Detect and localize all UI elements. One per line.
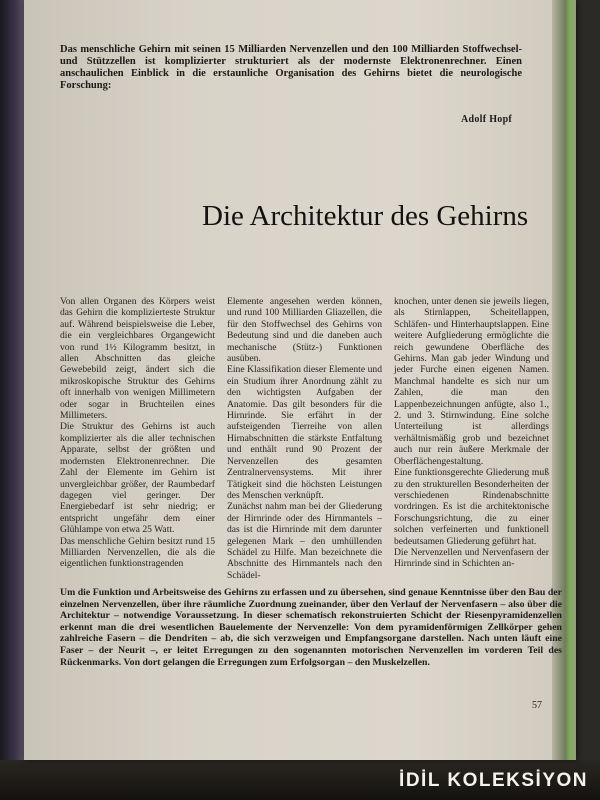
paragraph: Das menschliche Gehirn besitzt rund 15 Milliarden Nervenzellen, die als die eigentlichen funktionstragenden xyxy=(60,535,215,570)
intro-paragraph: Das menschliche Gehirn mit seinen 15 Milliarden Nervenzellen und den 100 Milliarden Stoffwechsel- und Stützzellen ist komplizierter strukturiert als der modernste Elektronenrechner. Einen anschaulichen Einblick in die erstaunliche Organisation des Gehirns bietet die neurologische Forschung: xyxy=(60,44,522,91)
paragraph: Zunächst nahm man bei der Gliederung der Hirnrinde oder des Hirnmantels – das ist die Hirnrinde mit dem darunter gelegenen Mark – den umhüllenden Schädel zu Hilfe. Man bezeichnete die Abschnitte des Hirnmantels nach den Schädel- xyxy=(227,501,382,581)
paragraph: Eine funktionsgerechte Gliederung muß zu den strukturellen Besonderheiten der verschiedenen Rindenabschnitte vordringen. Es ist die architektonische Forschungsrichtung, die zu einer solchen verfeinerten und funktionell bedeutsamen Gliederung geführt hat. xyxy=(394,467,549,547)
text-column-2 xyxy=(227,296,382,581)
paragraph: Elemente angesehen werden können, und rund 100 Milliarden Gliazellen, die für den Stoffwechsel des Gehirns von Bedeutung sind und die daneben auch mechanische (Stütz-) Funktionen ausüben. xyxy=(227,296,382,365)
text-column-1 xyxy=(60,296,215,570)
paragraph: knochen, unter denen sie jeweils liegen, als Stirnlappen, Scheitellappen, Schläfen- und Hinterhauptslappen. Eine weitere Aufgliederung ermöglichte die reich gewundene Oberfläche des Gehirns. Man gab jeder Windung und jeder Furche einen eigenen Namen. Manchmal handelte es sich nur um Zahlen, die man den Lappenbezeichnungen anfügte, also 1., 2. und 3. Stirnwindung. Eine solche Unterteilung ist allerdings verhältnismäßig grob und bezeichnet auch nur rein äußere Merkmale der Oberflächengestaltung. xyxy=(394,296,549,467)
paragraph: Die Struktur des Gehirns ist auch komplizierter als die aller technischen Apparate, selbst der größten und modernsten Elektronenrechner. Die Zahl der Elemente im Gehirn ist unvergleichbar größer, der Raumbedarf dagegen viel geringer. Der Energiebedarf ist sehr niedrig; er entspricht ungefähr dem einer Glühlampe von etwa 25 Watt. xyxy=(60,421,215,536)
text-column-3 xyxy=(394,296,549,570)
watermark: İDİL KOLEKSİYON xyxy=(399,770,588,791)
book-page xyxy=(24,0,576,760)
page-number: 57 xyxy=(532,700,542,711)
paragraph: Eine Klassifikation dieser Elemente und ein Studium ihrer Anordnung zählt zu den wichtigsten Aufgaben der Anatomie. Das gilt besonders für die Hirnrinde. Sie erfährt in der aufsteigenden Tierreihe von allen Hirnabschnitten die stärkste Entfaltung und enthält rund 90 Prozent der Nervenzellen des gesamten Zentralnervensystems. Mit ihrer Tätigkeit sind die höchsten Leistungen des Menschen verknüpft. xyxy=(227,364,382,501)
figure-caption: Um die Funktion und Arbeitsweise des Gehirns zu erfassen und zu übersehen, sind genaue Kenntnisse über den Bau der einzelnen Nervenzellen, über ihre räumliche Zuordnung zueinander, über den Verlauf der Nervenfasern – also über die Architektur – notwendige Voraussetzung. In dieser schematisch rekonstruierten Schicht der Riesenpyramidenzellen erkennt man die drei wesentlichen Bauelemente der Nervenzelle: Von dem pyramidenförmigen Zellkörper gehen zahlreiche Fasern – die Dendriten – ab, die sich verzweigen und Empfangsorgane darstellen. Nach unten läuft eine Faser – der Neurit –, er leitet Erregungen zu den sogenannten motorischen Nervenzellen im vorderen Teil des Rückenmarks. Von dort gelangen die Erregungen zum Erfolgsorgan – den Muskelzellen. xyxy=(60,587,562,668)
author-name: Adolf Hopf xyxy=(461,114,513,125)
paragraph: Von allen Organen des Körpers weist das Gehirn die komplizierteste Struktur auf. Während beispielsweise die Leber, die ein vergleichbares Organgewicht von rund 1½ Kilogramm besitzt, in allen Abschnitten das gleiche Gewebebild zeigt, ändert sich die mikroskopische Struktur des Gehirns oft innerhalb von wenigen Millimetern oder sogar in Bruchteilen eines Millimeters. xyxy=(60,296,215,422)
paragraph: Die Nervenzellen und Nervenfasern der Hirnrinde sind in Schichten an- xyxy=(394,546,549,570)
article-title: Die Architektur des Gehirns xyxy=(202,200,529,232)
